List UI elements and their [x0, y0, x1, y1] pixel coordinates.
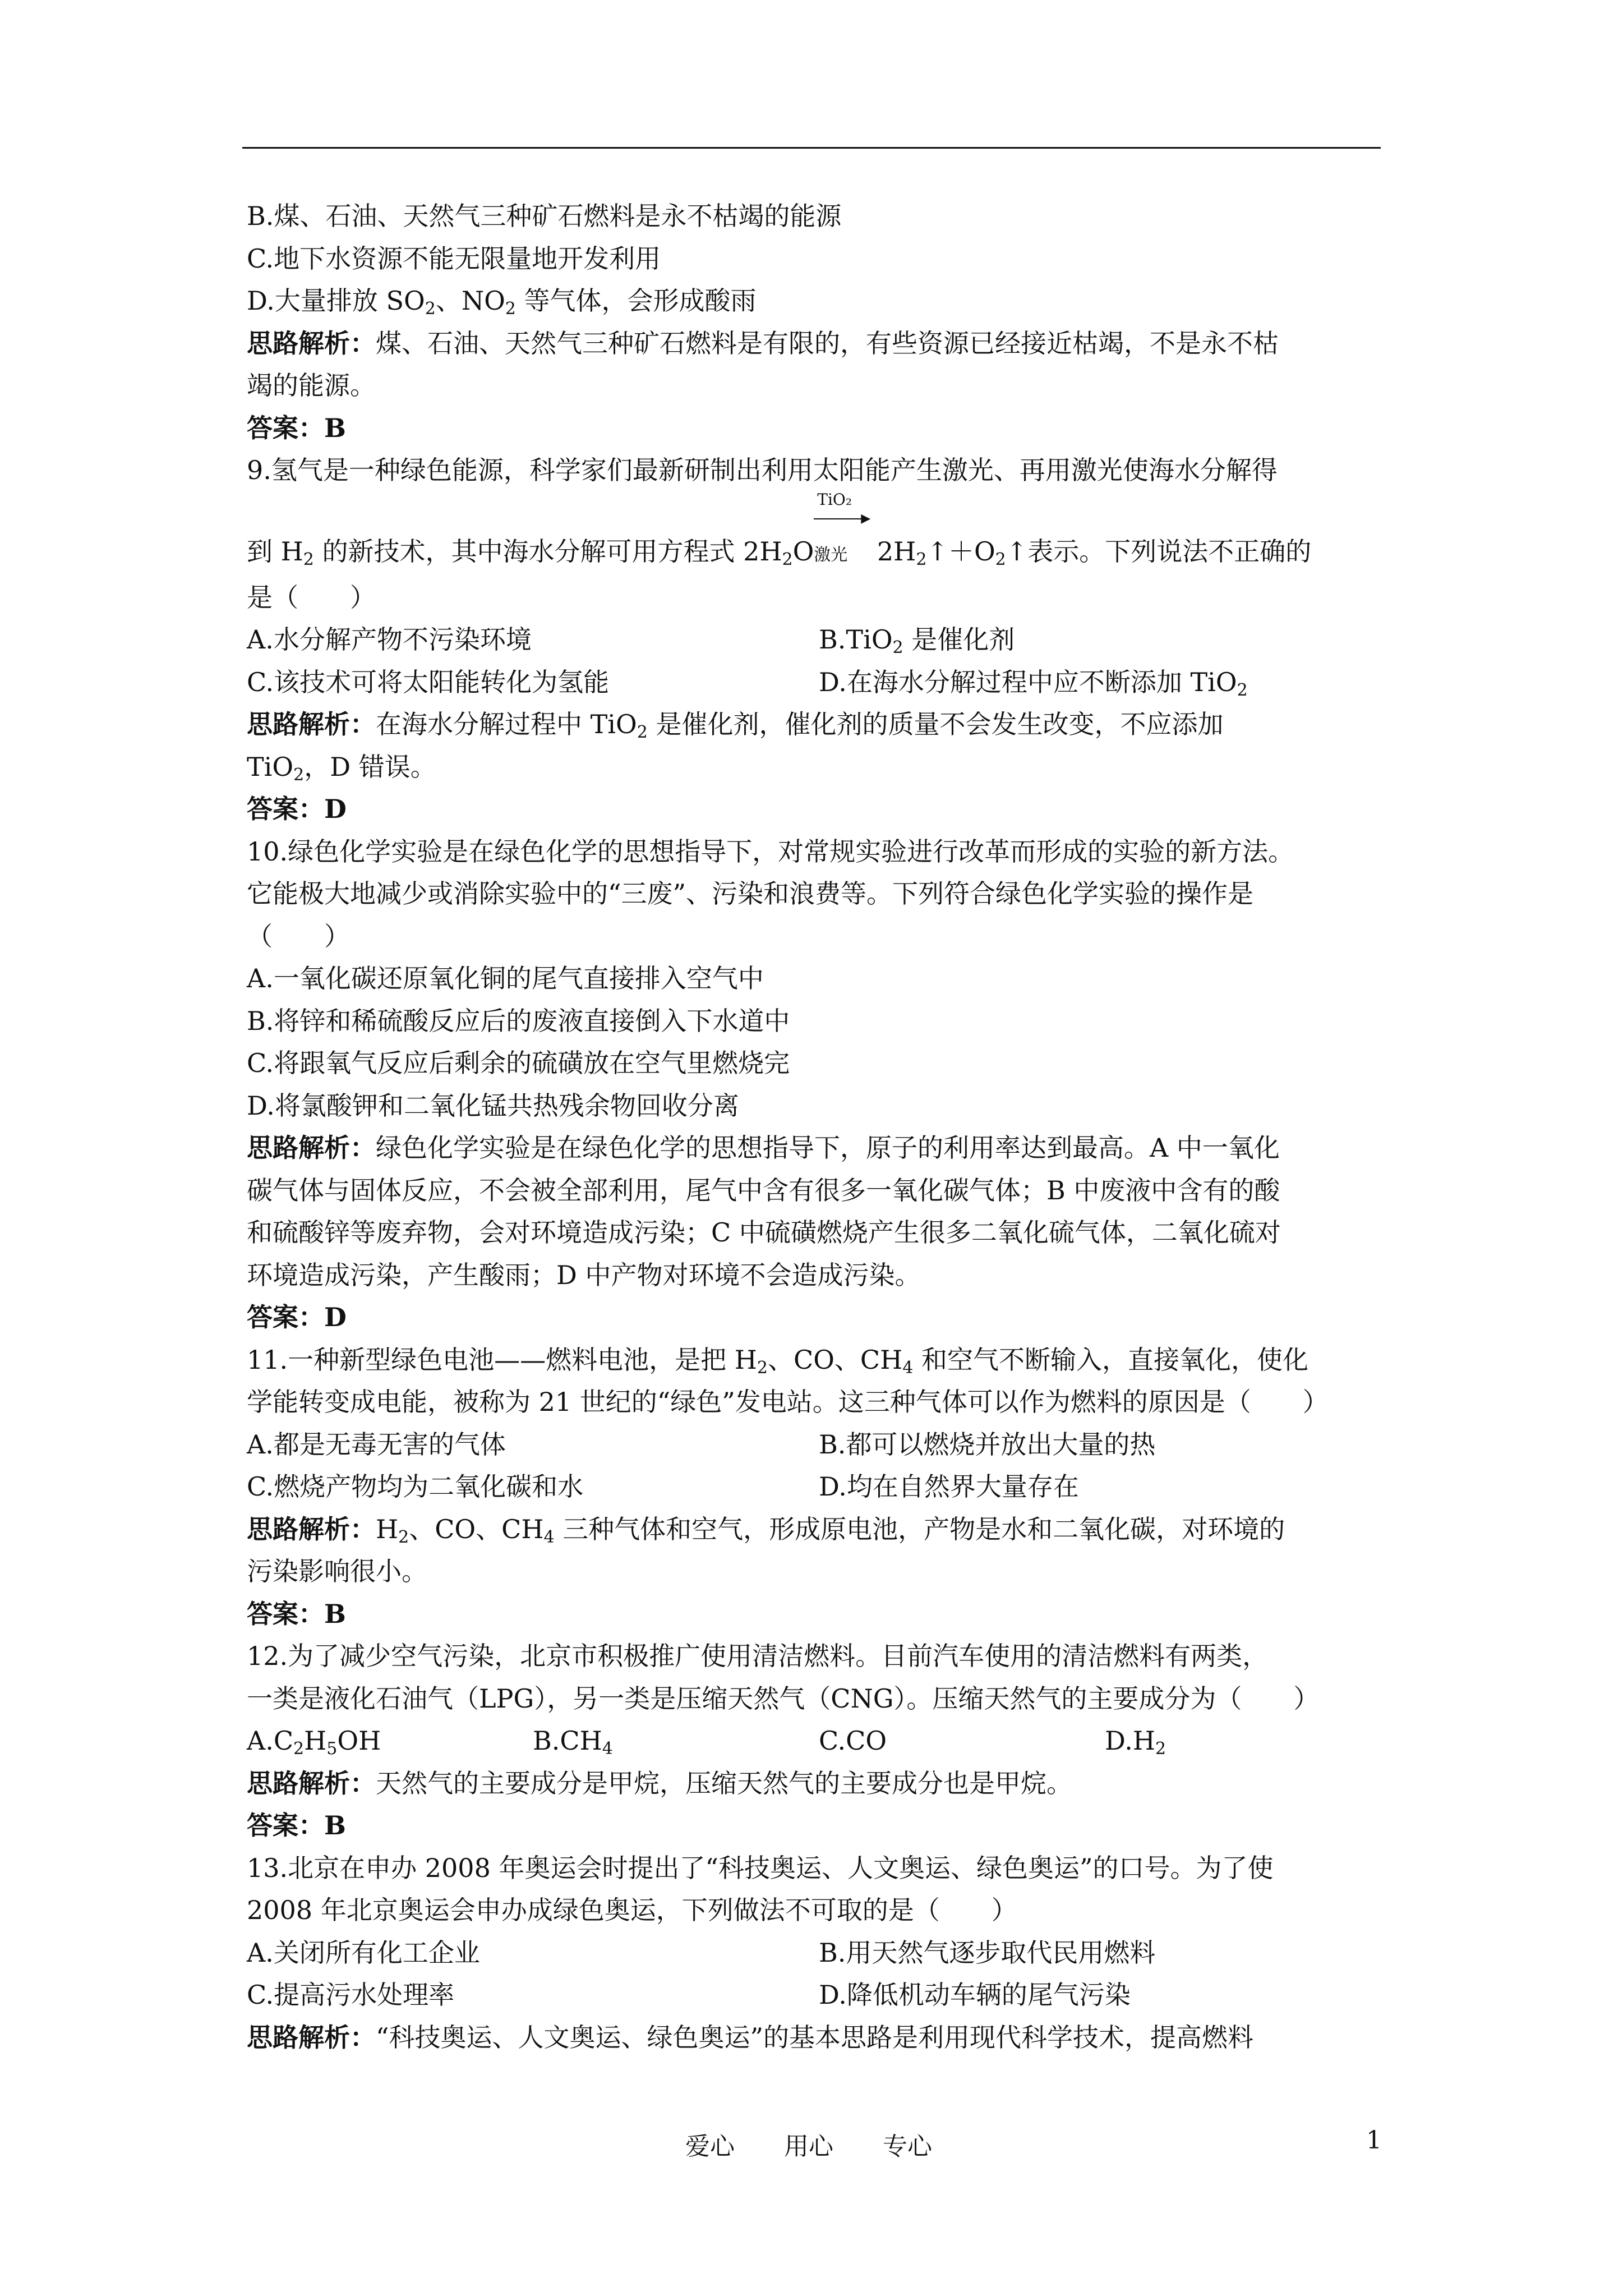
- q10-analysis-line4: 环境造成污染，产生酸雨；D 中产物对环境不会造成污染。: [247, 1259, 921, 1290]
- q9-stem-equation: 到 $H_2$ 的新技术，其中海水分解可用方程式 $2H_2O$ TiO₂ ▶ 激光 $2H_2↑+O_2↑$表示。下列说法不正确的: [247, 492, 1391, 577]
- q11-options-cd: [247, 1466, 1391, 1508]
- footer-motto: 爱心 用心 专心: [685, 2132, 932, 2161]
- q9-option-c: C.该技术可将太阳能转化为氢能: [247, 666, 610, 697]
- q10-stem: 10.绿色化学实验是在绿色化学的思想指导下，对常规实验进行改革而形成的实验的新方法。: [247, 836, 1294, 867]
- q13-option-b: B.用天然气逐步取代民用燃料: [819, 1937, 1156, 1968]
- q8-analysis: 思路解析：煤、石油、天然气三种矿石燃料是有限的，有些资源已经接近枯竭，不是永不枯: [247, 328, 1279, 358]
- q11-options-ab: [247, 1424, 1391, 1466]
- q10-option-b: B.将锌和稀硫酸反应后的废液直接倒入下水道中: [247, 1005, 790, 1036]
- q10-answer: 答案：D: [247, 1302, 347, 1332]
- q10-analysis-line2: 碳气体与固体反应，不会被全部利用，尾气中含有很多一氧化碳气体；B 中废液中含有的酸: [247, 1175, 1280, 1205]
- q8-option-b: B.煤、石油、天然气三种矿石燃料是永不枯竭的能源: [247, 201, 842, 231]
- q12-option-a: $A.C_2H_5OH$: [247, 1726, 381, 1759]
- q13-option-d: D.降低机动车辆的尾气污染: [819, 1980, 1131, 2010]
- q11-option-a: A.都是无毒无害的气体: [247, 1429, 506, 1460]
- q10-stem-end: （ ）: [247, 921, 350, 951]
- q9-analysis-cont: TiO$_2$，D 错误。: [247, 751, 436, 785]
- q10-option-a: A.一氧化碳还原氧化铜的尾气直接排入空气中: [247, 963, 764, 993]
- q12-option-d: $D.H_2$: [1105, 1726, 1166, 1759]
- q10-option-d: D.将氯酸钾和二氧化锰共热残余物回收分离: [247, 1090, 739, 1121]
- q8-option-c: C.地下水资源不能无限量地开发利用: [247, 243, 661, 274]
- q13-analysis: 思路解析：“科技奥运、人文奥运、绿色奥运”的基本思路是利用现代科学技术，提高燃料: [247, 2022, 1254, 2053]
- q9-options-ab: [247, 619, 1391, 661]
- page-number: 1: [1366, 2126, 1382, 2155]
- q11-option-c: C.燃烧产物均为二氧化碳和水: [247, 1471, 584, 1502]
- q13-options-cd: [247, 1974, 1391, 2017]
- q13-stem: 13.北京在申办 2008 年奥运会时提出了“科技奥运、人文奥运、绿色奥运”的口号。为了使: [247, 1852, 1274, 1883]
- q11-option-d: D.均在自然界大量存在: [819, 1471, 1079, 1502]
- q11-analysis: 思路解析：$H_2$、CO、$CH_4$ 三种气体和空气，形成原电池，产物是水和二氧化碳，对环境的: [247, 1513, 1285, 1547]
- q13-option-c: C.提高污水处理率: [247, 1980, 455, 2010]
- q9-analysis: 思路解析：在海水分解过程中 TiO$_2$ 是催化剂，催化剂的质量不会发生改变，不应添加: [247, 709, 1224, 742]
- q8-answer: 答案：B: [247, 412, 346, 443]
- q9-option-a: A.水分解产物不污染环境: [247, 624, 532, 655]
- reaction-arrow: TiO₂ ▶ 激光: [814, 490, 871, 565]
- q12-option-c: C.CO: [819, 1726, 887, 1756]
- q9-stem: 9.氢气是一种绿色能源，科学家们最新研制出利用太阳能产生激光、再用激光使海水分解得: [247, 455, 1278, 485]
- q8-option-d: D.大量排放 $SO_2$、$NO_2$ 等气体，会形成酸雨: [247, 286, 757, 319]
- header-rule: [242, 147, 1381, 149]
- q13-options-ab: [247, 1932, 1391, 1975]
- q8-analysis-cont: 竭的能源。: [247, 370, 376, 401]
- q12-answer: 答案：B: [247, 1810, 346, 1841]
- q12-analysis: 思路解析：天然气的主要成分是甲烷，压缩天然气的主要成分也是甲烷。: [247, 1768, 1072, 1798]
- q11-analysis-cont: 污染影响很小。: [247, 1556, 427, 1586]
- q10-stem-cont: 它能极大地减少或消除实验中的“三废”、污染和浪费等。下列符合绿色化学实验的操作是: [247, 878, 1254, 909]
- q12-stem-cont: 一类是液化石油气（LPG），另一类是压缩天然气（CNG）。压缩天然气的主要成分为（ ）: [247, 1683, 1320, 1714]
- page-content: [247, 195, 1391, 2059]
- q12-options: [247, 1720, 1391, 1763]
- q11-stem: 11.一种新型绿色电池——燃料电池，是把 $H_2$、CO、$CH_4$ 和空气不断输入，直接氧化，使化: [247, 1344, 1308, 1378]
- q13-option-a: A.关闭所有化工企业: [247, 1937, 480, 1968]
- q10-analysis: 思路解析：绿色化学实验是在绿色化学的思想指导下，原子的利用率达到最高。A 中一氧化: [247, 1133, 1280, 1163]
- q12-stem: 12.为了减少空气污染，北京市积极推广使用清洁燃料。目前汽车使用的清洁燃料有两类，: [247, 1641, 1269, 1671]
- q10-analysis-line3: 和硫酸锌等废弃物，会对环境造成污染；C 中硫磺燃烧产生很多二氧化硫气体，二氧化硫对: [247, 1217, 1281, 1248]
- q11-answer: 答案：B: [247, 1598, 346, 1629]
- q12-option-b: $B.CH_4$: [533, 1726, 613, 1759]
- q9-answer: 答案：D: [247, 794, 347, 824]
- q9-option-d: D.在海水分解过程中应不断添加 TiO$_2$: [819, 666, 1248, 700]
- q13-stem-cont: 2008 年北京奥运会申办成绿色奥运，下列做法不可取的是（ ）: [247, 1895, 1017, 1925]
- q11-option-b: B.都可以燃烧并放出大量的热: [819, 1429, 1156, 1460]
- q9-options-cd: [247, 661, 1391, 704]
- q10-option-c: C.将跟氧气反应后剩余的硫磺放在空气里燃烧完: [247, 1048, 790, 1078]
- q11-stem-cont: 学能转变成电能，被称为 21 世纪的“绿色”发电站。这三种气体可以作为燃料的原因是（ ）: [247, 1387, 1329, 1417]
- q9-option-b: B.TiO$_2$ 是催化剂: [819, 624, 1015, 657]
- q9-stem-end: 是（ ）: [247, 582, 376, 613]
